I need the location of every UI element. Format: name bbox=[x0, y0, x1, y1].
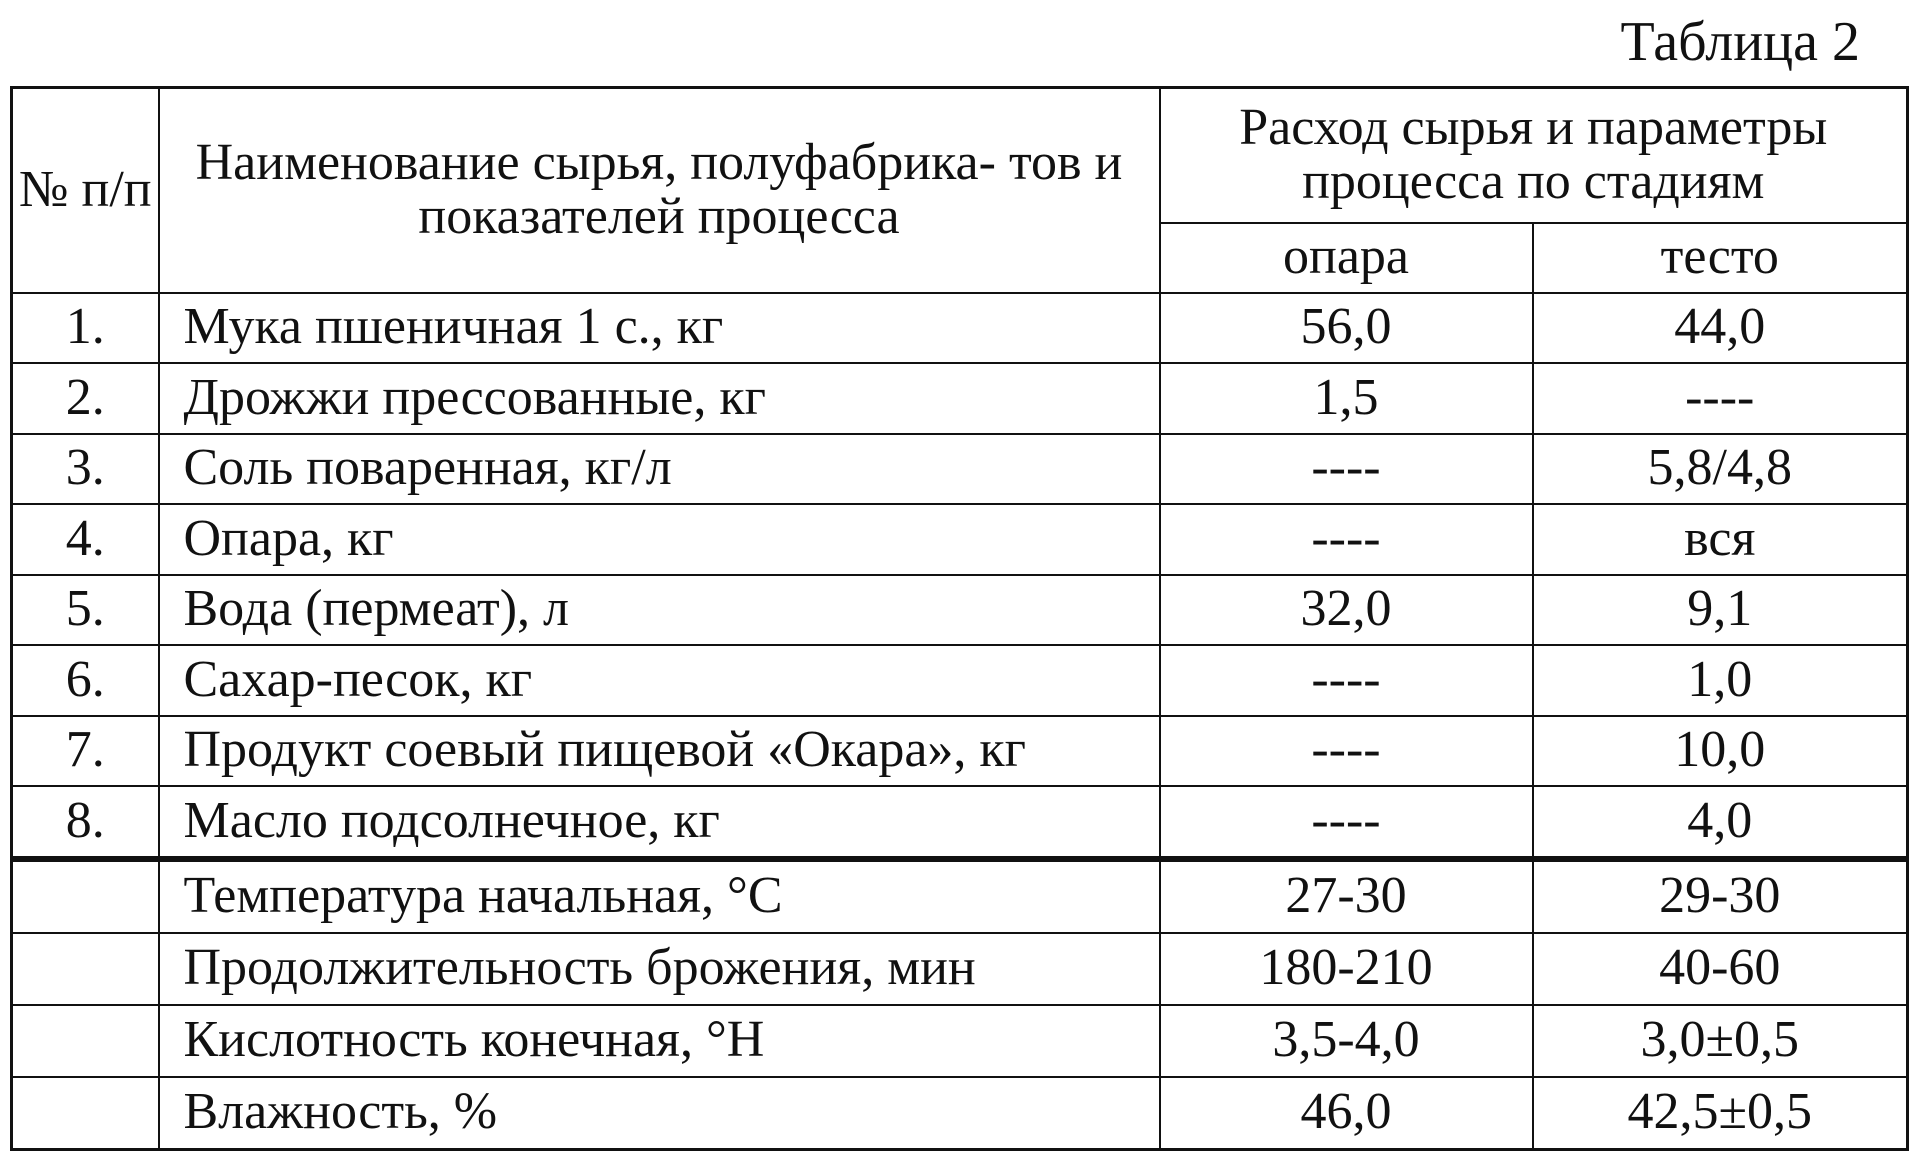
table-row bbox=[12, 504, 1908, 575]
table-row bbox=[12, 575, 1908, 646]
table-row bbox=[12, 363, 1908, 434]
param-opara: 180-210 bbox=[1160, 933, 1533, 1005]
row-testo: 4,0 bbox=[1533, 786, 1908, 859]
row-num: 4. bbox=[12, 504, 159, 575]
row-name: Опара, кг bbox=[159, 504, 1160, 575]
param-opara: 3,5-4,0 bbox=[1160, 1005, 1533, 1077]
row-num: 1. bbox=[12, 293, 159, 364]
table-row bbox=[12, 645, 1908, 716]
table-caption: Таблица 2 bbox=[1620, 11, 1860, 73]
param-testo: 40-60 bbox=[1533, 933, 1908, 1005]
row-opara: 56,0 bbox=[1160, 293, 1533, 364]
row-opara: 1,5 bbox=[1160, 363, 1533, 434]
row-testo: 1,0 bbox=[1533, 645, 1908, 716]
param-name: Температура начальная, °С bbox=[159, 859, 1160, 933]
row-testo: 10,0 bbox=[1533, 716, 1908, 787]
row-opara: 32,0 bbox=[1160, 575, 1533, 646]
row-testo: 5,8/4,8 bbox=[1533, 434, 1908, 505]
param-testo: 42,5±0,5 bbox=[1533, 1077, 1908, 1150]
param-testo: 29-30 bbox=[1533, 859, 1908, 933]
param-testo: 3,0±0,5 bbox=[1533, 1005, 1908, 1077]
param-num-empty bbox=[12, 859, 159, 933]
row-opara: ---- bbox=[1160, 504, 1533, 575]
row-name: Дрожжи прессованные, кг bbox=[159, 363, 1160, 434]
param-row bbox=[12, 1005, 1908, 1077]
row-testo: 9,1 bbox=[1533, 575, 1908, 646]
param-num-empty bbox=[12, 1077, 159, 1150]
table-row bbox=[12, 434, 1908, 505]
recipe-table bbox=[10, 86, 1909, 1151]
param-opara: 46,0 bbox=[1160, 1077, 1533, 1150]
row-num: 5. bbox=[12, 575, 159, 646]
row-name: Соль поваренная, кг/л bbox=[159, 434, 1160, 505]
header-num: № п/п bbox=[12, 88, 159, 293]
row-name: Продукт соевый пищевой «Окара», кг bbox=[159, 716, 1160, 787]
row-testo: ---- bbox=[1533, 363, 1908, 434]
row-name: Мука пшеничная 1 с., кг bbox=[159, 293, 1160, 364]
row-opara: ---- bbox=[1160, 786, 1533, 859]
param-row bbox=[12, 859, 1908, 933]
row-name: Сахар-песок, кг bbox=[159, 645, 1160, 716]
param-name: Продолжительность брожения, мин bbox=[159, 933, 1160, 1005]
row-name: Вода (пермеат), л bbox=[159, 575, 1160, 646]
header-stage-opara: опара bbox=[1160, 223, 1533, 293]
param-row bbox=[12, 1077, 1908, 1150]
row-num: 7. bbox=[12, 716, 159, 787]
header-group: Расход сырья и параметры процесса по стадиям bbox=[1160, 88, 1908, 223]
table-row bbox=[12, 786, 1908, 859]
param-name: Кислотность конечная, °Н bbox=[159, 1005, 1160, 1077]
param-opara: 27-30 bbox=[1160, 859, 1533, 933]
row-testo: 44,0 bbox=[1533, 293, 1908, 364]
param-row bbox=[12, 933, 1908, 1005]
row-opara: ---- bbox=[1160, 434, 1533, 505]
table-row bbox=[12, 293, 1908, 364]
row-opara: ---- bbox=[1160, 716, 1533, 787]
table-row bbox=[12, 716, 1908, 787]
header-stage-testo: тесто bbox=[1533, 223, 1908, 293]
row-num: 8. bbox=[12, 786, 159, 859]
param-num-empty bbox=[12, 933, 159, 1005]
row-num: 6. bbox=[12, 645, 159, 716]
row-num: 2. bbox=[12, 363, 159, 434]
row-opara: ---- bbox=[1160, 645, 1533, 716]
row-num: 3. bbox=[12, 434, 159, 505]
row-name: Масло подсолнечное, кг bbox=[159, 786, 1160, 859]
param-num-empty bbox=[12, 1005, 159, 1077]
row-testo: вся bbox=[1533, 504, 1908, 575]
param-name: Влажность, % bbox=[159, 1077, 1160, 1150]
header-name: Наименование сырья, полуфабрика- тов и показателей процесса bbox=[159, 88, 1160, 293]
